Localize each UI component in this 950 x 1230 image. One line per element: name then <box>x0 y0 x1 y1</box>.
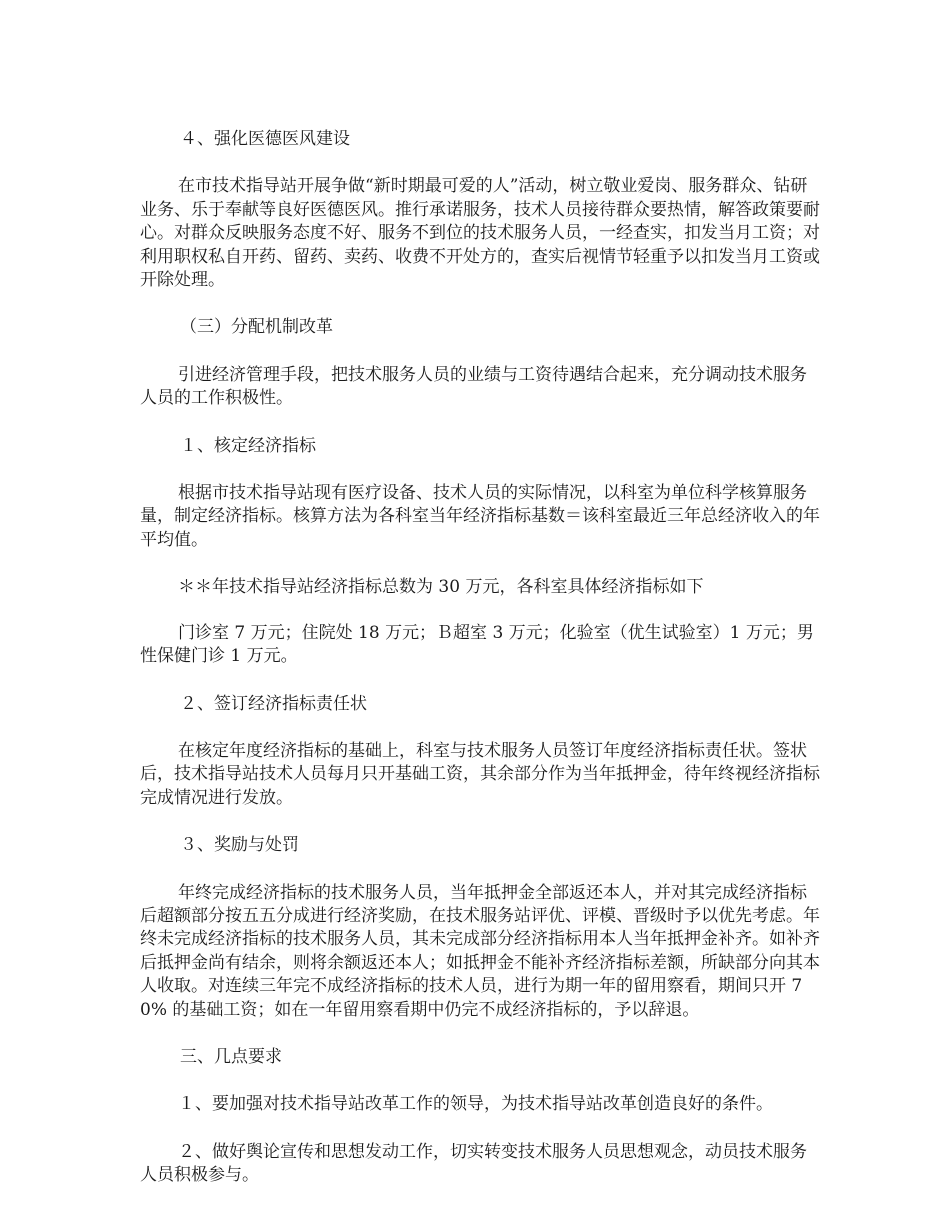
paragraph-medical-ethics: 在市技术指导站开展争做“新时期最可爱的人”活动，树立敬业爱岗、服务群众、钻研业务、乐于奉献等良好医德医风。推行承诺服务，技术人员接待群众要热情，解答政策要耐心。对群众反映服务态度不好、服务不到位的技术服务人员，一经查实，扣发当月工资；对利用职权私自开药、留药、卖药、收费不开处方的，查实后视情节轻重予以扣发当月工资或开除处理。 <box>140 176 820 291</box>
paragraph-requirement-1: １、要加强对技术指导站改革工作的领导，为技术指导站改革创造良好的条件。 <box>178 1094 773 1115</box>
document-page <box>140 128 820 1188</box>
section-heading-economic-indicators: １、核定经济指标 <box>180 435 316 456</box>
paragraph-total-indicator: ＊＊年技术指导站经济指标总数为 30 万元，各科室具体经济指标如下 <box>178 577 704 598</box>
section-heading-rewards: ３、奖励与处罚 <box>180 835 299 856</box>
section-heading-distribution-reform: （三）分配机制改革 <box>180 317 333 338</box>
paragraph-rewards: 年终完成经济指标的技术服务人员，当年抵押金全部返还本人，并对其完成经济指标后超额部分按五五分成进行经济奖励，在技术服务站评优、评模、晋级时予以优先考虑。年终未完成经济指标的技术服务人员，其未完成部分经济指标用本人当年抵押金补齐。如补齐后抵押金尚有结余，则将余额返还本人；如抵押金不能补齐经济指标差额，所缺部分向其本人收取。对连续三年完不成经济指标的技术人员，进行为期一年的留用察看，期间只开 70% 的基础工资；如在一年留用察看期中仍完不成经济指标的，予以辞退。 <box>140 882 820 1020</box>
paragraph-responsibility: 在核定年度经济指标的基础上，科室与技术服务人员签订年度经济指标责任状。签状后，技术指导站技术人员每月只开基础工资，其余部分作为当年抵押金，待年终视经济指标完成情况进行发放。 <box>140 740 820 808</box>
paragraph-economic-indicators: 根据市技术指导站现有医疗设备、技术人员的实际情况，以科室为单位科学核算服务量，制定经济指标。核算方法为各科室当年经济指标基数＝该科室最近三年总经济收入的年平均值。 <box>140 483 820 550</box>
section-heading-requirements: 三、几点要求 <box>180 1046 282 1067</box>
paragraph-department-list: 门诊室 7 万元；住院处 18 万元；Ｂ超室 3 万元；化验室（优生试验室）1 万元；男性保健门诊 1 万元。 <box>140 622 814 667</box>
section-heading-responsibility: ２、签订经济指标责任状 <box>180 693 367 714</box>
section-heading-medical-ethics: ４、强化医德医风建设 <box>180 129 350 149</box>
paragraph-distribution-reform: 引进经济管理手段，把技术服务人员的业绩与工资待遇结合起来，充分调动技术服务人员的工作积极性。 <box>140 364 807 409</box>
paragraph-requirement-2: ２、做好舆论宣传和思想发动工作，切实转变技术服务人员思想观念，动员技术服务人员积极参与。 <box>140 1141 807 1186</box>
